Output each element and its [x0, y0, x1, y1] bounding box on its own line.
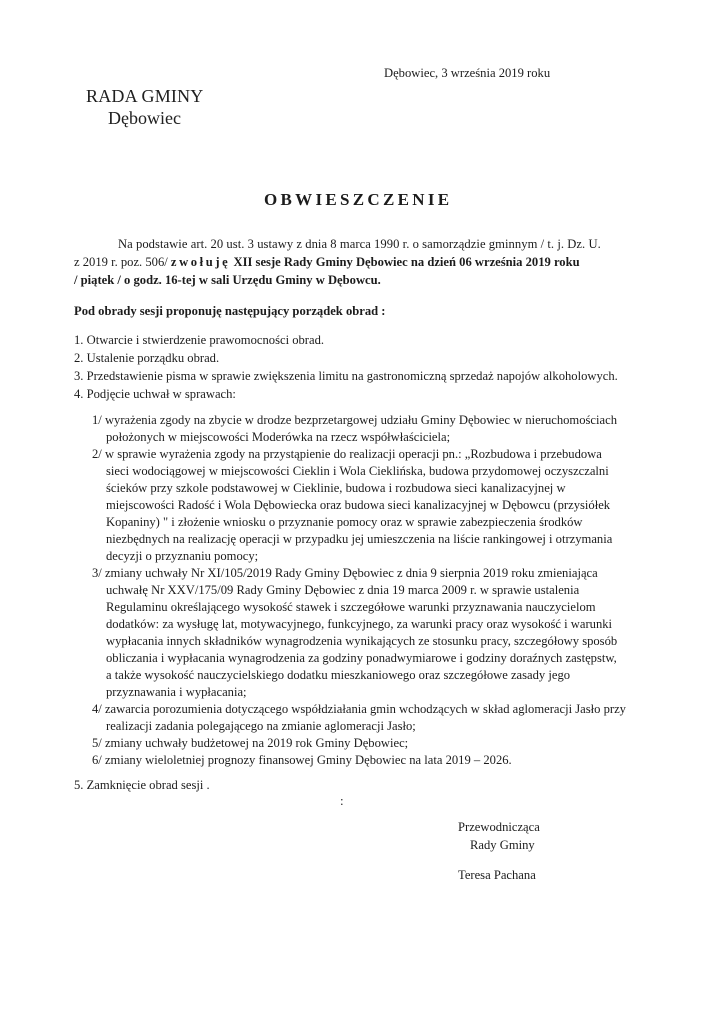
place-date: Dębowiec, 3 września 2019 roku: [384, 66, 551, 80]
stamp-council-name: RADA GMINY: [86, 86, 204, 106]
subitem-line: a także wysokość nauczycielskiego dodatku mieszkaniowego oraz szczegółowe zasady jego: [106, 668, 571, 682]
intro-line-3: / piątek / o godz. 16-tej w sali Urzędu Gminy w Dębowcu.: [74, 273, 381, 287]
subitem-line: miejscowości Radość i Wola Dębowiecka oraz budowa sieci kanalizacyjnej w Dębowcu (przysiółek: [106, 498, 611, 512]
subitem-line: uchwałę Nr XXV/175/09 Rady Gminy Dębowiec z dnia 19 marca 2009 r. w sprawie ustalenia: [106, 583, 580, 597]
signature-role-2: Rady Gminy: [470, 838, 535, 852]
colon-mark: :: [340, 793, 344, 808]
subitem-line: 5/ zmiany uchwały budżetowej na 2019 rok Gminy Dębowiec;: [92, 736, 409, 750]
agenda-item-closing: 5. Zamknięcie obrad sesji .: [74, 778, 210, 792]
subitem-line: 2/ w sprawie wyrażenia zgody na przystąpienie do realizacji operacji pn.: „Rozbudowa i przebudowa: [92, 447, 602, 461]
intro-line-2-normal: z 2019 r. poz. 506/: [74, 255, 171, 269]
agenda-item: 3. Przedstawienie pisma w sprawie zwiększenia limitu na gastronomiczną sprzedaż napojów alkoholowych.: [74, 369, 618, 383]
intro-line-2: [74, 255, 580, 270]
subitem-line: wypłacania innych składników wynagrodzenia wynikających ze stosunku pracy, szczegółowy sposób: [106, 634, 618, 648]
agenda-item: 4. Podjęcie uchwał w sprawach:: [74, 387, 236, 401]
subitem-line: 1/ wyrażenia zgody na zbycie w drodze bezprzetargowej udziału Gminy Dębowiec w nieruchomościach: [92, 413, 617, 427]
signature-name: Teresa Pachana: [458, 868, 536, 882]
subitem-line: Regulaminu określającego wysokość stawek i szczegółowe warunki przyznawania nauczycielom: [106, 600, 596, 614]
agenda-heading: Pod obrady sesji proponuję następujący porządek obrad :: [74, 304, 386, 318]
subitem-line: położonych w miejscowości Moderówka na rzecz współwłaściciela;: [106, 430, 451, 444]
intro-line-1: Na podstawie art. 20 ust. 3 ustawy z dnia 8 marca 1990 r. o samorządzie gminnym / t. j. Dz. U.: [118, 237, 601, 251]
subitem-line: 3/ zmiany uchwały Nr XI/105/2019 Rady Gminy Dębowiec z dnia 9 sierpnia 2019 roku zmieniająca: [92, 566, 598, 580]
subitem-line: obliczania i wypłacania wynagrodzenia za godziny ponadwymiarowe i godziny doraźnych zastępstw,: [106, 651, 617, 665]
subitem-line: decyzji o przyznaniu pomocy;: [106, 549, 259, 563]
subitem-line: ścieków przy szkole podstawowej w Cieklinie, budowa i rozbudowa sieci kanalizacyjnej w: [106, 481, 566, 495]
intro-convene-word: zwołuję: [170, 255, 231, 269]
subitem-line: niezbędnych na realizację operacji w przypadku jej umieszczenia na liście rankingowej i otrzymania: [106, 532, 613, 546]
stamp-municipality: Dębowiec: [108, 108, 181, 128]
subitem-line: 4/ zawarcia porozumienia dotyczącego współdziałania gmin wchodzących w skład aglomeracji Jasło przy: [92, 702, 626, 716]
agenda-item: 2. Ustalenie porządku obrad.: [74, 351, 220, 365]
subitem-line: dodatków: za wysługę lat, motywacyjnego, funkcyjnego, za warunki pracy oraz wysokość i warunki: [106, 617, 613, 631]
subitem-line: Kopaniny) " i złożenie wniosku o przyznanie pomocy oraz w sprawie zabezpieczenia środków: [106, 515, 583, 529]
document-title: OBWIESZCZENIE: [264, 190, 453, 209]
signature-role-1: Przewodnicząca: [458, 820, 540, 834]
intro-session-info: XII sesje Rady Gminy Dębowiec na dzień 06 września 2019 roku: [233, 255, 580, 269]
subitem-line: realizacji zadania polegającego na zmianie aglomeracji Jasło;: [106, 719, 416, 733]
subitem-line: 6/ zmiany wieloletniej prognozy finansowej Gminy Dębowiec na lata 2019 – 2026.: [92, 753, 512, 767]
subitem-line: przyznawania i wypłacania;: [106, 685, 247, 699]
agenda-item: 1. Otwarcie i stwierdzenie prawomocności obrad.: [74, 333, 325, 347]
subitem-line: sieci wodociągowej w miejscowości Cieklin i Wola Cieklińska, budowa przydomowej oczyszczalni: [106, 464, 609, 478]
